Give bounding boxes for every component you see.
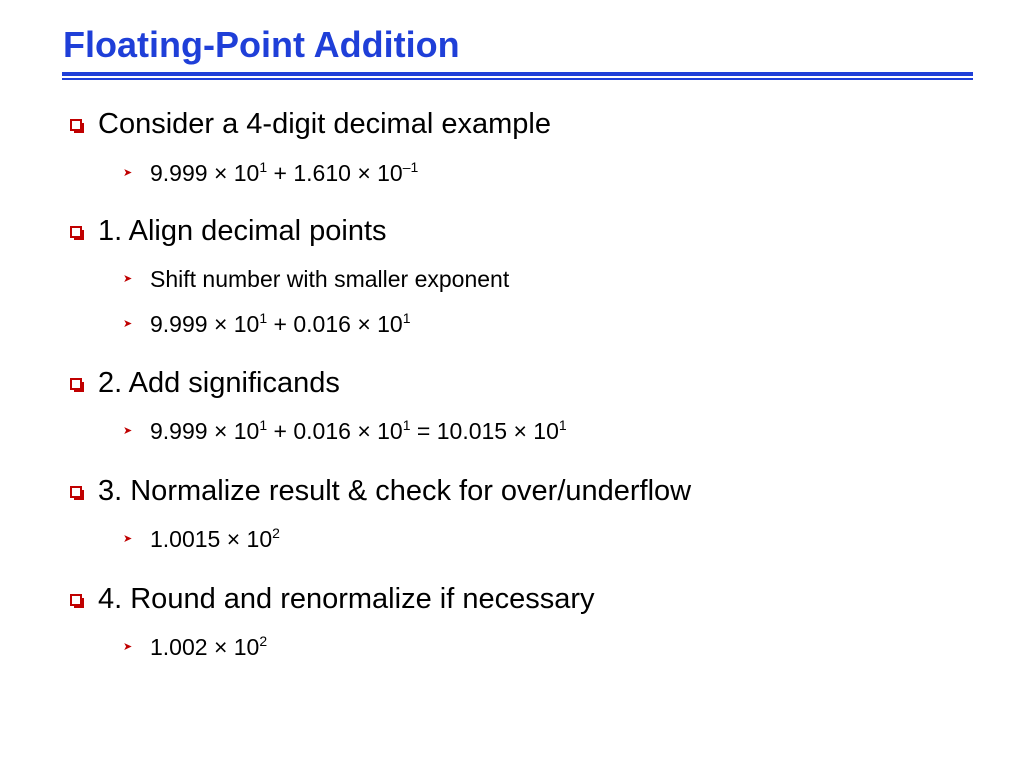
arrow-bullet-icon: ➤ [123, 640, 133, 653]
arrow-bullet-icon: ➤ [123, 424, 133, 437]
bullet-text: 1. Align decimal points [98, 214, 387, 247]
square-bullet-icon [70, 378, 82, 390]
sub-bullet-item [123, 524, 280, 554]
bullet-text: Consider a 4-digit decimal example [98, 107, 551, 140]
bullet-item [70, 473, 691, 509]
arrow-bullet-icon: ➤ [123, 317, 133, 330]
bullet-item [70, 581, 594, 617]
sub-bullet-text: $9.999 \times 10^1 + 1.610 \times 10^{-1}$ [150, 158, 419, 186]
square-bullet-icon [70, 226, 82, 238]
sub-bullet-item [123, 264, 509, 294]
arrow-bullet-icon: ➤ [123, 272, 133, 285]
bullet-text: 2. Add significands [98, 366, 340, 399]
square-bullet-icon [70, 119, 82, 131]
sub-bullet-text: $9.999 \times 10^1 + 0.016 \times 10^1 = 10.015 \times 10^1$ [150, 416, 567, 444]
sub-bullet-text: $9.999 \times 10^1 + 0.016 \times 10^1$ [150, 309, 411, 337]
bullet-text: 4. Round and renormalize if necessary [98, 582, 595, 615]
bullet-item [70, 213, 387, 249]
square-bullet-icon [70, 486, 82, 498]
sub-bullet-text: Shift number with smaller exponent [150, 265, 510, 292]
sub-bullet-text: $1.002 \times 10^2$ [150, 632, 268, 660]
arrow-bullet-icon: ➤ [123, 166, 133, 179]
sub-bullet-item [123, 309, 411, 339]
slide-title: Floating-Point Addition [63, 24, 460, 65]
arrow-bullet-icon: ➤ [123, 532, 133, 545]
bullet-item [70, 106, 551, 142]
sub-bullet-item [123, 158, 418, 188]
bullet-text: 3. Normalize result & check for over/underflow [98, 474, 692, 507]
sub-bullet-item [123, 632, 267, 662]
sub-bullet-item [123, 416, 567, 446]
square-bullet-icon [70, 594, 82, 606]
bullet-item [70, 365, 340, 401]
sub-bullet-text: $1.0015 \times 10^2$ [150, 524, 280, 552]
